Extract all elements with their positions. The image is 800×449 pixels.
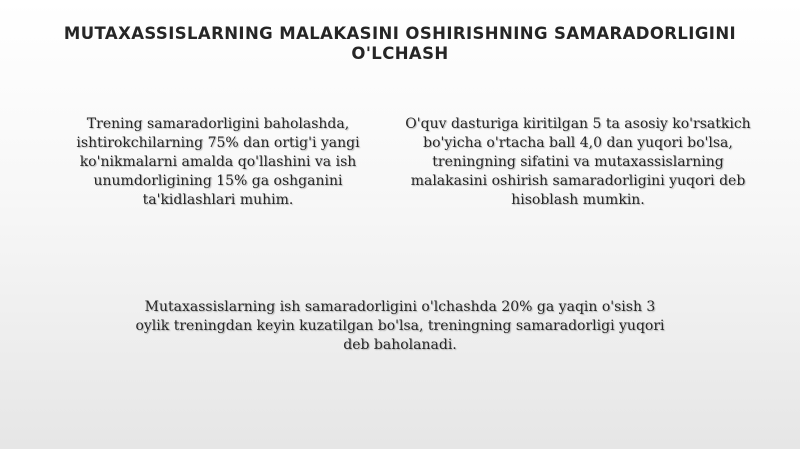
bottom-text-block: Mutaxassislarning ish samaradorligini o'lchashda 20% ga yaqin o'sish 3 oylik treningdan keyin kuzatilgan bo'lsa, treningning samaradorligi yuqori deb baholanadi. bbox=[135, 299, 665, 353]
left-text-block: Trening samaradorligini baholashda, ishtirokchilarning 75% dan ortig'i yangi ko'nikmalarni amalda qo'llashini va ish unumdorligining 15% ga oshganini ta'kidlashlari muhim. bbox=[76, 116, 360, 208]
slide-title: MUTAXASSISLARNING MALAKASINI OSHIRISHNING SAMARADORLIGINI O'LCHASH bbox=[63, 24, 737, 63]
right-text-block: O'quv dasturiga kiritilgan 5 ta asosiy ko'rsatkich bo'yicha o'rtacha ball 4,0 dan yuqori bo'lsa, treningning sifatini va mutaxassislarning malakasini oshirish samaradorligini yuqori deb hisoblash mumkin. bbox=[405, 116, 751, 208]
